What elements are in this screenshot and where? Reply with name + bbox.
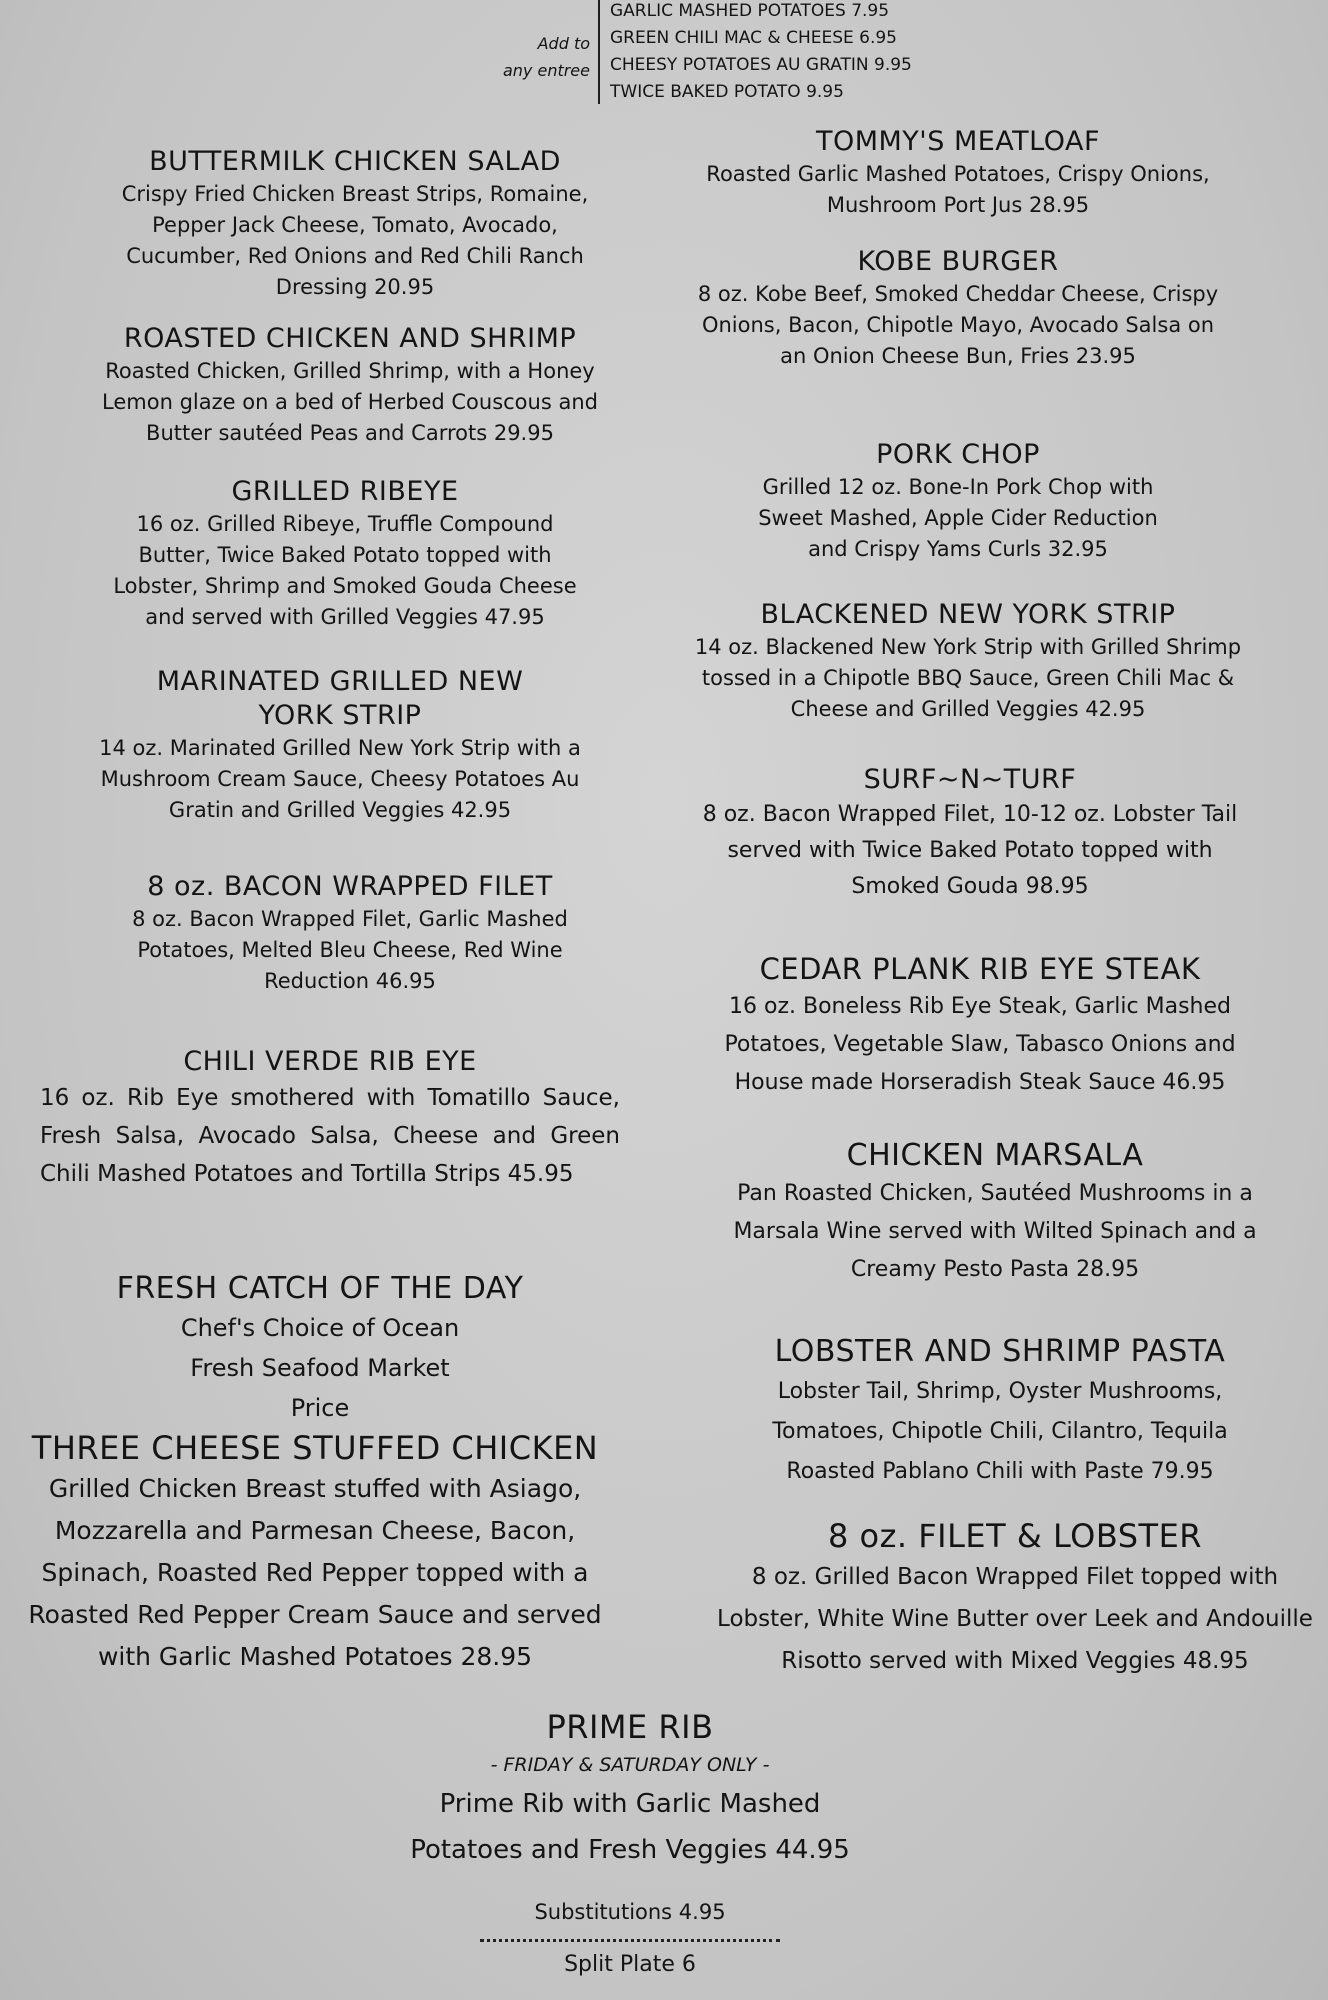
menu-item xyxy=(710,1516,1320,1682)
side-item: GARLIC MASHED POTATOES 7.95 xyxy=(610,1,890,21)
split-plate-text: Split Plate 6 xyxy=(564,1952,696,1977)
menu-item xyxy=(688,598,1248,725)
menu-item-name: 8 oz. FILET & LOBSTER xyxy=(827,1517,1203,1555)
menu-item-name: CHICKEN MARSALA xyxy=(846,1138,1144,1173)
menu-item-desc: Crispy Fried Chicken Breast Strips, Romaine, Pepper Jack Cheese, Tomato, Avocado, Cucumber, Red Onions and Red Chili Ranch Dressing 20.95 xyxy=(121,182,589,299)
menu-item-desc: 8 oz. Grilled Bacon Wrapped Filet topped with Lobster, White Wine Butter over Leek and Andouille Risotto served with Mixed Veggies 48.95 xyxy=(717,1564,1313,1674)
menu-item-name: LOBSTER AND SHRIMP PASTA xyxy=(774,1334,1226,1369)
menu-item xyxy=(720,1332,1280,1492)
side-item: CHEESY POTATOES AU GRATIN 9.95 xyxy=(610,55,912,75)
menu-item xyxy=(70,665,610,826)
menu-item-name: SURF~N~TURF xyxy=(863,764,1077,795)
dotted-divider xyxy=(480,1939,780,1942)
menu-item-desc: 14 oz. Blackened New York Strip with Grilled Shrimp tossed in a Chipotle BBQ Sauce, Green Chili Mac & Cheese and Grilled Veggies 42.95 xyxy=(694,635,1242,721)
menu-item xyxy=(698,438,1218,565)
prime-rib-section xyxy=(390,1705,870,1873)
menu-item-desc: Pan Roasted Chicken, Sautéed Mushrooms in a Marsala Wine served with Wilted Spinach and a Creamy Pesto Pasta 28.95 xyxy=(733,1181,1257,1282)
sides-note-line1: Add to xyxy=(537,34,590,53)
menu-item-desc: 8 oz. Bacon Wrapped Filet, Garlic Mashed Potatoes, Melted Bleu Cheese, Red Wine Reduction 46.95 xyxy=(132,907,568,993)
menu-item-desc: Grilled Chicken Breast stuffed with Asiago, Mozzarella and Parmesan Cheese, Bacon, Spinach, Roasted Red Pepper topped with a Roasted Red Pepper Cream Sauce and served with Garlic Mashed Potatoes 28.95 xyxy=(28,1474,602,1671)
menu-item-name: BUTTERMILK CHICKEN SALAD xyxy=(149,146,561,177)
menu-item-name: PORK CHOP xyxy=(876,439,1040,470)
sides-note-line2: any entree xyxy=(502,61,590,80)
menu-item-desc: 8 oz. Bacon Wrapped Filet, 10-12 oz. Lobster Tail served with Twice Baked Potato topped with Smoked Gouda 98.95 xyxy=(702,802,1238,899)
sides-note xyxy=(440,30,590,84)
menu-item-name: CEDAR PLANK RIB EYE STEAK xyxy=(759,952,1201,986)
menu-item-name: THREE CHEESE STUFFED CHICKEN xyxy=(31,1429,599,1467)
menu-item xyxy=(80,322,620,449)
menu-item xyxy=(700,950,1260,1102)
menu-item xyxy=(700,1137,1290,1289)
substitutions-text: Substitutions 4.95 xyxy=(534,1900,726,1924)
menu-item-desc: Grilled 12 oz. Bone-In Pork Chop with Sweet Mashed, Apple Cider Reduction and Crispy Yams Curls 32.95 xyxy=(758,475,1158,561)
availability-note: - FRIDAY & SATURDAY ONLY - xyxy=(490,1754,770,1776)
menu-item xyxy=(80,870,620,997)
footer xyxy=(480,1897,780,1980)
menu-item-name: BLACKENED NEW YORK STRIP xyxy=(760,599,1176,630)
menu-item-name: FRESH CATCH OF THE DAY xyxy=(116,1271,524,1306)
menu-item-desc: Roasted Chicken, Grilled Shrimp, with a Honey Lemon glaze on a bed of Herbed Couscous and Butter sautéed Peas and Carrots 29.95 xyxy=(102,359,598,445)
menu-item-name: 8 oz. BACON WRAPPED FILET xyxy=(147,871,553,902)
menu-item xyxy=(688,125,1228,221)
menu-item-desc: 16 oz. Rib Eye smothered with Tomatillo Sauce, Fresh Salsa, Avocado Salsa, Cheese and Green Chili Mashed Potatoes and Tortilla Strips 45.95 xyxy=(40,1085,620,1187)
menu-item xyxy=(100,1270,540,1428)
menu-item-desc: Chef's Choice of Ocean Fresh Seafood Market Price xyxy=(180,1314,460,1422)
menu-item-name: CHILI VERDE RIB EYE xyxy=(183,1046,477,1077)
menu-item-name: GRILLED RIBEYE xyxy=(231,476,459,507)
menu-item-name: TOMMY'S MEATLOAF xyxy=(815,126,1101,157)
menu-item-name: MARINATED GRILLED NEW YORK STRIP xyxy=(156,666,524,731)
menu-item-desc: Prime Rib with Garlic Mashed Potatoes and Fresh Veggies 44.95 xyxy=(410,1789,850,1865)
menu-item xyxy=(690,763,1250,905)
menu-item-desc: Lobster Tail, Shrimp, Oyster Mushrooms, Tomatoes, Chipotle Chili, Cilantro, Tequila Roasted Pablano Chili with Paste 79.95 xyxy=(772,1379,1228,1484)
sides-list xyxy=(598,0,1018,104)
menu-item-desc: 16 oz. Boneless Rib Eye Steak, Garlic Mashed Potatoes, Vegetable Slaw, Tabasco Onions and House made Horseradish Steak Sauce 46.95 xyxy=(724,994,1236,1095)
menu-item-name: ROASTED CHICKEN AND SHRIMP xyxy=(123,323,577,354)
side-item: GREEN CHILI MAC & CHEESE 6.95 xyxy=(610,28,897,48)
menu-item xyxy=(688,245,1228,372)
menu-item-desc: Roasted Garlic Mashed Potatoes, Crispy Onions, Mushroom Port Jus 28.95 xyxy=(706,162,1210,217)
menu-item-desc: 16 oz. Grilled Ribeye, Truffle Compound Butter, Twice Baked Potato topped with Lobster, Shrimp and Smoked Gouda Cheese and served with Grilled Veggies 47.95 xyxy=(113,512,577,629)
side-item: TWICE BAKED POTATO 9.95 xyxy=(610,82,844,102)
menu-item-desc: 8 oz. Kobe Beef, Smoked Cheddar Cheese, Crispy Onions, Bacon, Chipotle Mayo, Avocado Salsa on an Onion Cheese Bun, Fries 23.95 xyxy=(697,282,1219,368)
menu-item xyxy=(40,1045,620,1193)
menu-item-name: KOBE BURGER xyxy=(857,246,1059,277)
menu-item xyxy=(70,475,620,633)
menu-item xyxy=(10,1428,620,1678)
menu-item-desc: 14 oz. Marinated Grilled New York Strip with a Mushroom Cream Sauce, Cheesy Potatoes Au Gratin and Grilled Veggies 42.95 xyxy=(99,736,581,822)
menu-item xyxy=(90,145,620,303)
menu-item-name: PRIME RIB xyxy=(546,1708,714,1746)
